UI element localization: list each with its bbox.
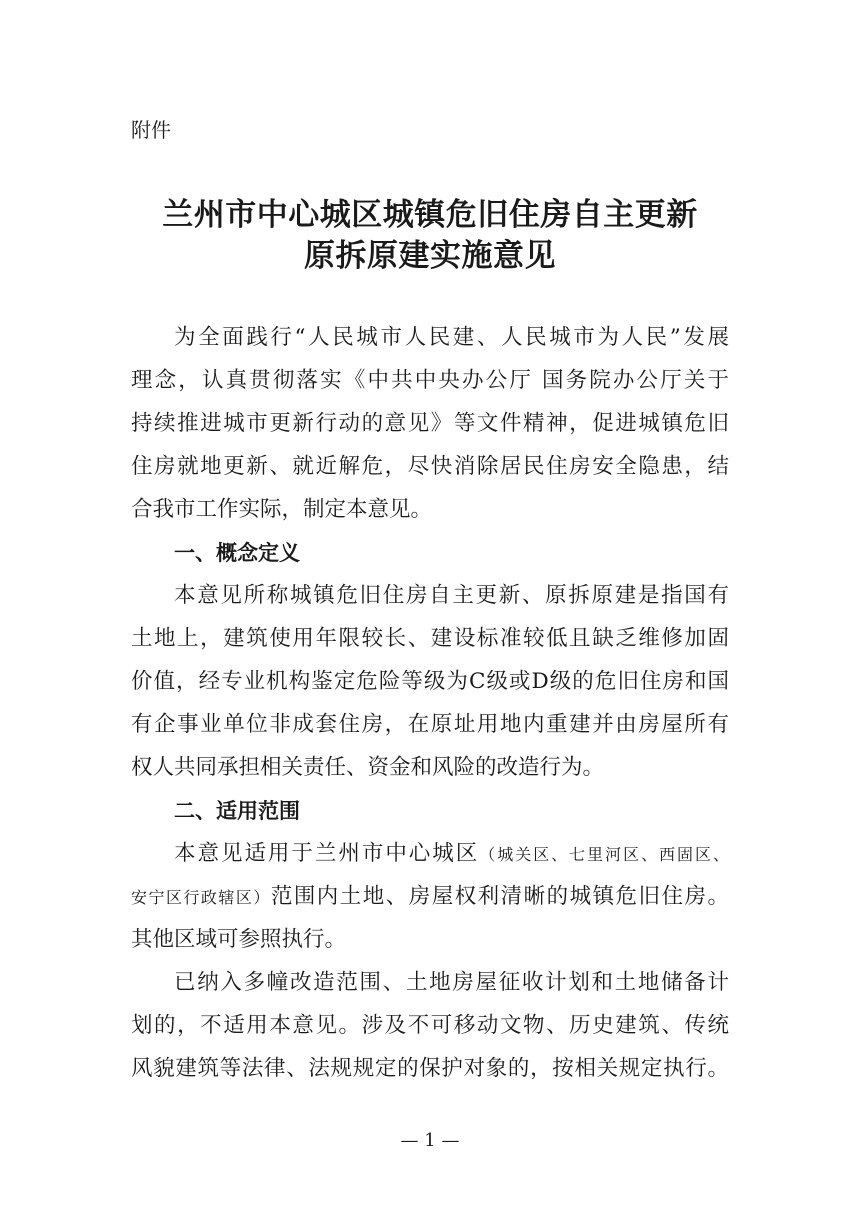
section2-line: 划的，不适用本意见。涉及不可移动文物、历史建筑、传统 (131, 1013, 729, 1038)
page-number: — 1 — (400, 1130, 460, 1151)
section1-line: 权人共同承担相关责任、资金和风险的改造行为。 (131, 755, 605, 780)
intro-line: 理念，认真贯彻落实《中共中央办公厅 国务院办公厅关于 (131, 368, 729, 393)
section1-line: 本意见所称城镇危旧住房自主更新、原拆原建是指国有 (174, 583, 729, 608)
section2-line: 风貌建筑等法律、法规规定的保护对象的，按相关规定执行。 (131, 1056, 729, 1081)
section2-line: 其他区域可参照执行。 (131, 927, 347, 952)
section1-line: 价值，经专业机构鉴定危险等级为C级或D级的危旧住房和国 (131, 669, 729, 694)
document-title-line-1: 兰州市中心城区城镇危旧住房自主更新 (162, 197, 698, 233)
section2-district-note: （城关区、七里河区、西固区、 (479, 845, 729, 864)
section2-line (174, 839, 729, 870)
section2-district-note: 安宁区行政辖区） (131, 888, 271, 907)
section2-text: 范围内土地、房屋权利清晰的城镇危旧住房。 (270, 884, 729, 909)
section-heading-scope: 二、适用范围 (174, 799, 300, 823)
section-heading-concept: 一、概念定义 (174, 541, 300, 565)
attachment-label: 附件 (131, 118, 171, 142)
section2-line (131, 882, 729, 913)
section2-line: 已纳入多幢改造范围、土地房屋征收计划和土地储备计 (174, 970, 729, 995)
document-title-line-2: 原拆原建实施意见 (304, 238, 556, 274)
section1-line: 有企事业单位非成套住房，在原址用地内重建并由房屋所有 (131, 712, 729, 737)
intro-line: 为全面践行“人民城市人民建、人民城市为人民”发展 (174, 325, 729, 350)
section2-text: 本意见适用于兰州市中心城区 (174, 841, 480, 866)
intro-line: 持续推进城市更新行动的意见》等文件精神，促进城镇危旧 (131, 411, 729, 436)
intro-line: 合我市工作实际，制定本意见。 (131, 497, 433, 522)
intro-line: 住房就地更新、就近解危，尽快消除居民住房安全隐患，结 (131, 454, 729, 479)
section1-line: 土地上，建筑使用年限较长、建设标准较低且缺乏维修加固 (131, 626, 729, 651)
